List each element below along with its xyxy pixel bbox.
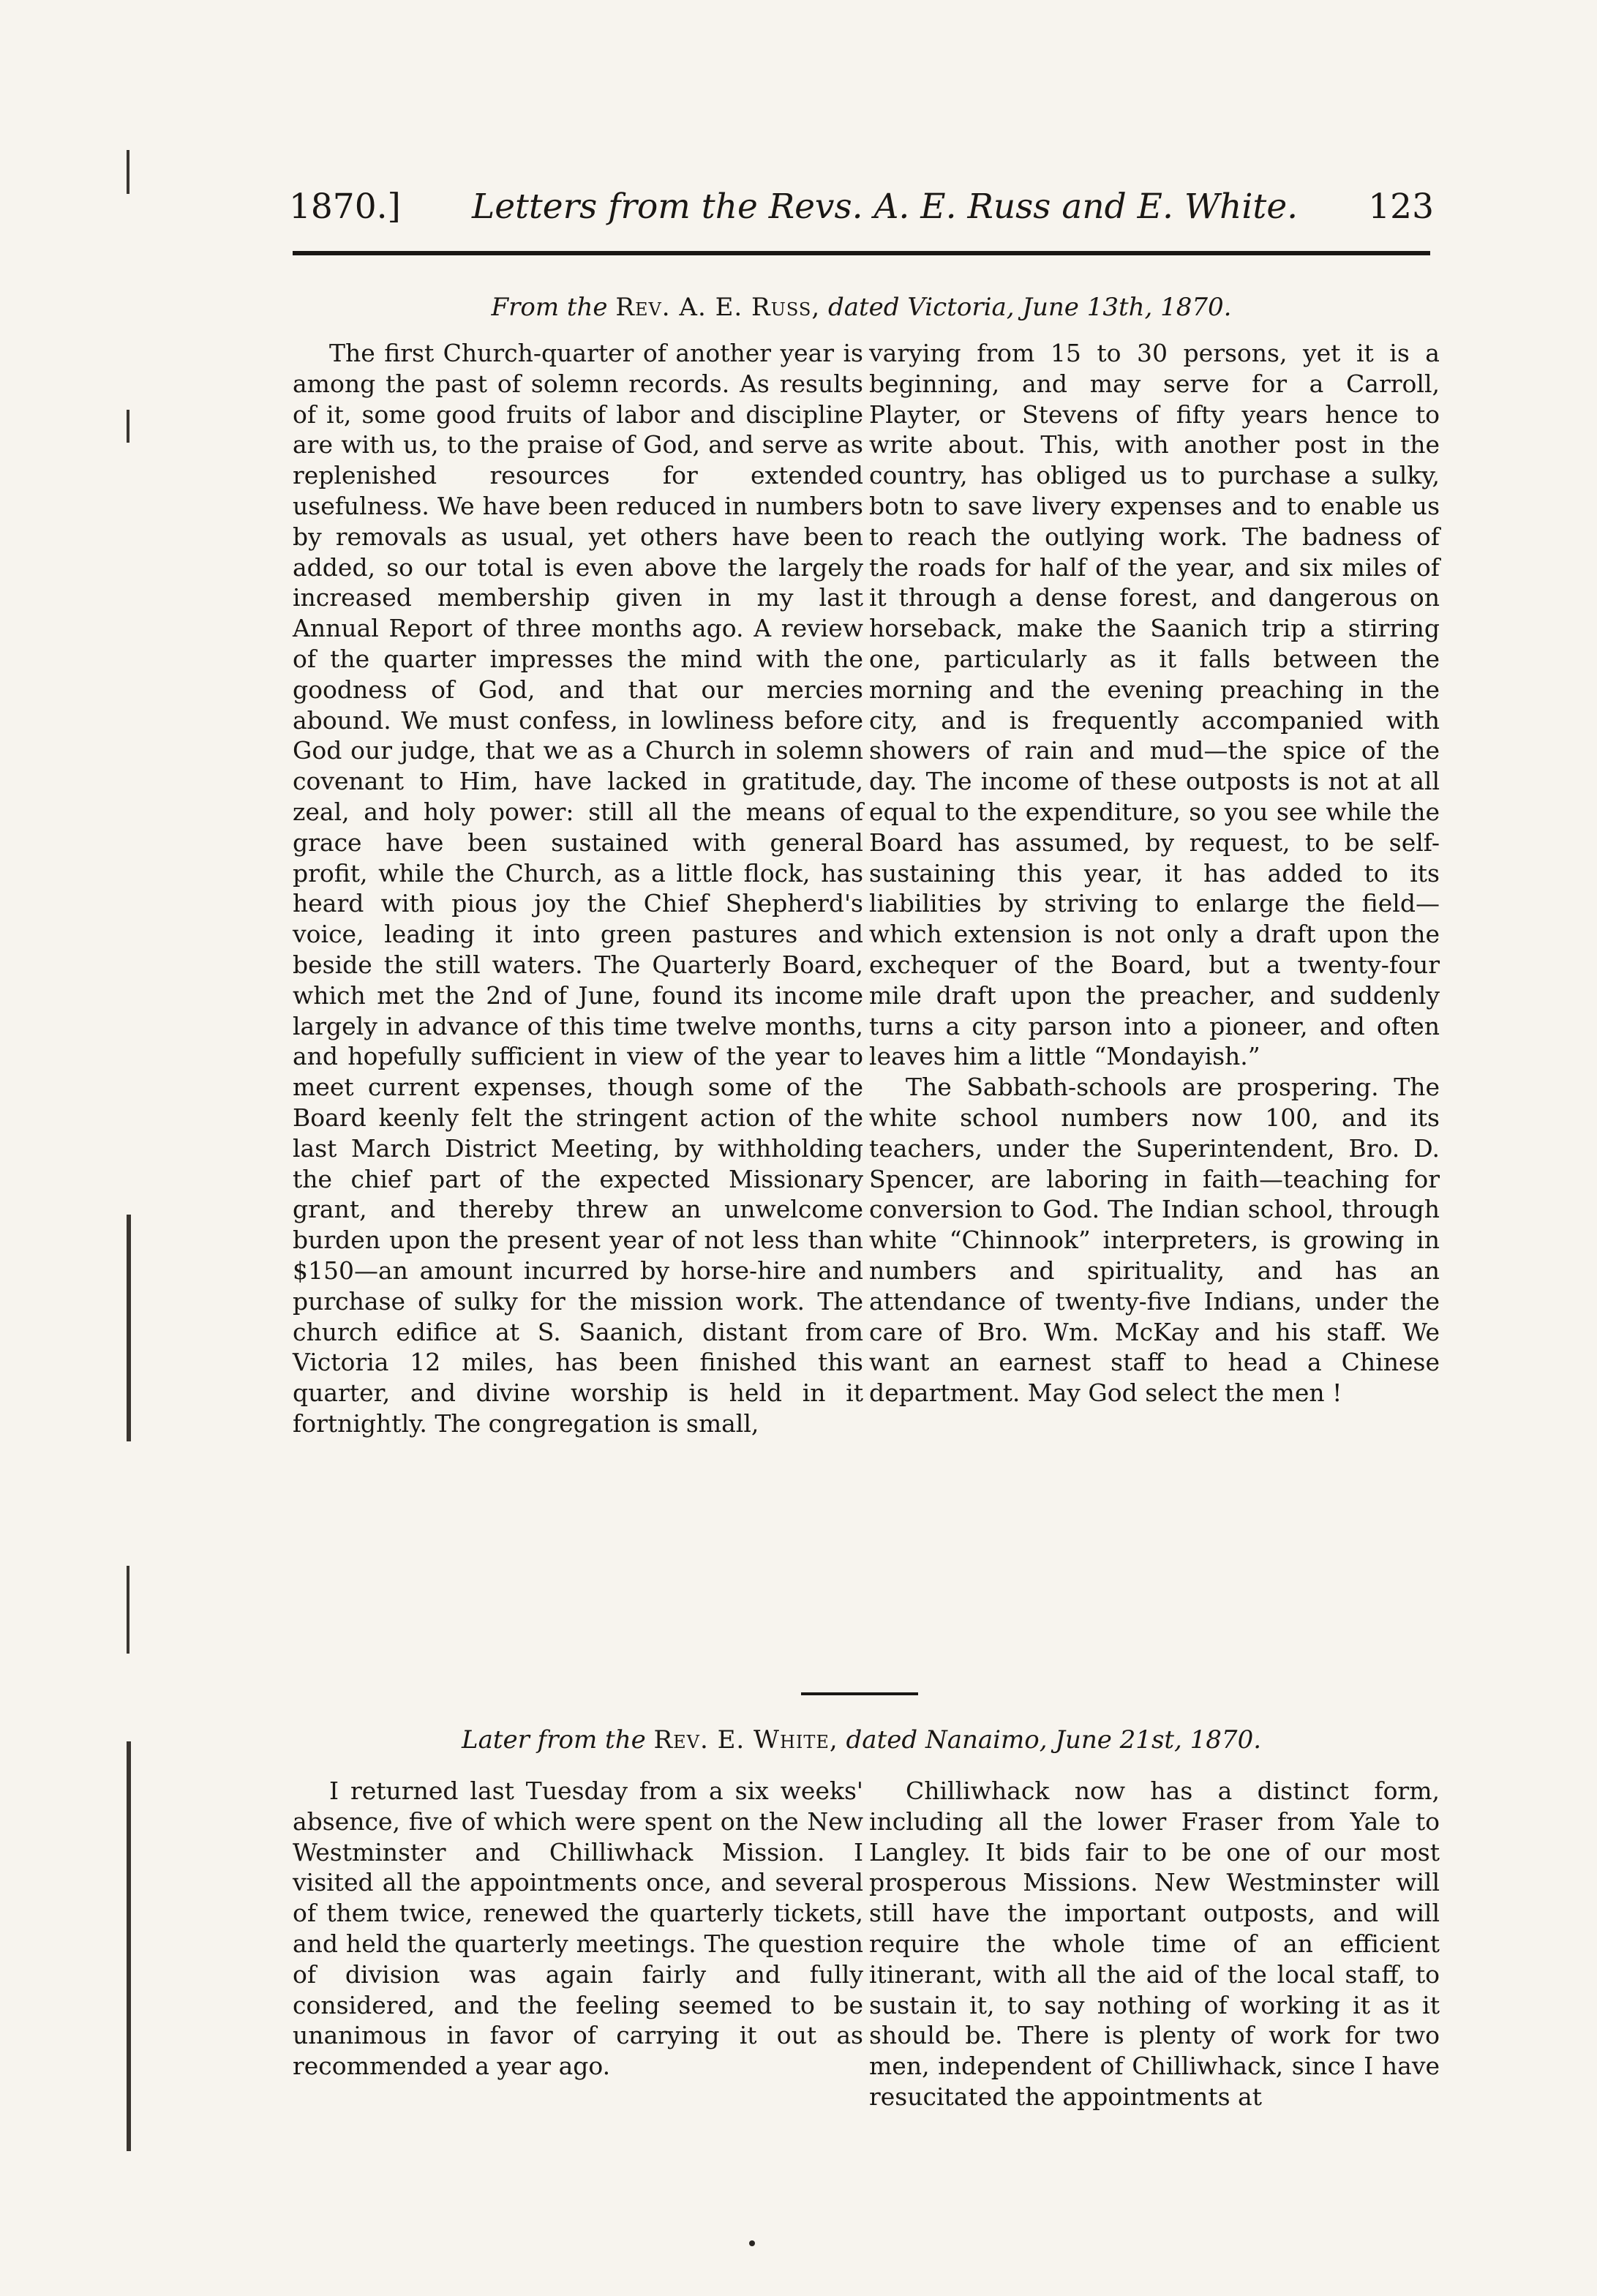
dateline-suffix: dated Victoria, June 13th, 1870.: [827, 293, 1232, 322]
scan-margin-mark: [127, 410, 129, 443]
letter1-dateline: [289, 293, 1434, 322]
running-header: [289, 187, 1434, 238]
dateline-suffix: dated Nanaimo, June 21st, 1870.: [846, 1725, 1262, 1755]
letter2-right-column: [869, 1776, 1440, 2112]
letter1-right-column: [869, 338, 1440, 1408]
scan-speck: [749, 2240, 755, 2246]
page-number: 123: [1368, 187, 1434, 227]
letter2-dateline: [289, 1725, 1434, 1755]
dateline-author: Rev. E. White,: [653, 1725, 838, 1755]
letter1-left-column: [293, 338, 863, 1439]
paragraph: The first Church-quarter of another year is among the past of solemn records. As results of it, some good fruits of labor and discipline are with us, to the praise of God, and serve as replenished resources for extended usefulness. We have been reduced in numbers by removals as usual, yet others have been added, so our total is even above the largely increased membership given in my last Annual Report of three months ago. A review of the quarter impresses the mind with the goodness of God, and that our mercies abound. We must confess, in lowliness before God our judge, that we as a Church in solemn covenant to Him, have lacked in gratitude, zeal, and holy power: still all the means of grace have been sustained with general profit, while the Church, as a little flock, has heard with pious joy the Chief Shepherd's voice, leading it into green pastures and beside the still waters. The Quarterly Board, which met the 2nd of June, found its income largely in advance of this time twelve months, and hopefully sufficient in view of the year to meet current expenses, though some of the Board keenly felt the stringent action of the last March District Meeting, by withholding the chief part of the expected Missionary grant, and thereby threw an unwelcome burden upon the present year of not less than $150—an amount incurred by horse-hire and purchase of sulky for the mission work. The church edifice at S. Saanich, distant from Victoria 12 miles, has been finished this quarter, and divine worship is held in it fortnightly. The congregation is small,: [293, 339, 863, 1438]
letter2-left-column: [293, 1776, 863, 2082]
dateline-author: Rev. A. E. Russ,: [615, 293, 821, 322]
header-rule: [293, 251, 1430, 255]
paragraph: varying from 15 to 30 persons, yet it is a beginning, and may serve for a Carroll, Playter, or Stevens of fifty years hence to write about. This, with another post in the country, has obliged us to purchase a sulky, botn to save livery expenses and to enable us to reach the outlying work. The badness of the roads for half of the year, and six miles of it through a dense forest, and dangerous on horseback, make the Saanich trip a stirring one, particularly as it falls between the morning and the evening preaching in the city, and is frequently accompanied with showers of rain and mud—the spice of the day. The income of these outposts is not at all equal to the expenditure, so you see while the Board has assumed, by request, to be self-sustaining this year, it has added to its liabilities by striving to enlarge the field—which extension is not only a draft upon the exchequer of the Board, but a twenty-four mile draft upon the preacher, and suddenly turns a city parson into a pioneer, and often leaves him a little “Mondayish.”: [869, 339, 1440, 1071]
paragraph: The Sabbath-schools are prospering. The white school numbers now 100, and its teachers, under the Superintendent, Bro. D. Spencer, are laboring in faith—teaching for conversion to God. The Indian school, through white “Chinnook” interpreters, is growing in numbers and spirituality, and has an attendance of twenty-five Indians, under the care of Bro. Wm. McKay and his staff. We want an earnest staff to head a Chinese department. May God select the men !: [869, 1073, 1440, 1408]
scan-margin-mark: [127, 150, 129, 194]
dateline-prefix: From the: [491, 293, 608, 322]
dateline-prefix: Later from the: [461, 1725, 646, 1755]
header-year: 1870.]: [289, 187, 401, 227]
header-title: Letters from the Revs. A. E. Russ and E. White.: [472, 187, 1299, 227]
scan-margin-mark: [127, 1215, 131, 1441]
paragraph: Chilliwhack now has a distinct form, including all the lower Fraser from Yale to Langley. It bids fair to be one of our most prosperous Missions. New Westminster will still have the important outposts, and will require the whole time of an efficient itinerant, with all the aid of the local staff, to sustain it, to say nothing of working it as it should be. There is plenty of work for two men, independent of Chilliwhack, since I have resucitated the appointments at: [869, 1777, 1440, 2111]
scan-margin-mark: [127, 1566, 129, 1654]
section-divider: [801, 1692, 918, 1695]
paragraph: I returned last Tuesday from a six weeks' absence, five of which were spent on the New Westminster and Chilliwhack Mission. I visited all the appointments once, and several of them twice, renewed the quarterly tickets, and held the quarterly meetings. The question of division was again fairly and fully considered, and the feeling seemed to be unanimous in favor of carrying it out as recommended a year ago.: [293, 1777, 863, 2081]
scan-margin-mark: [127, 1741, 131, 2151]
